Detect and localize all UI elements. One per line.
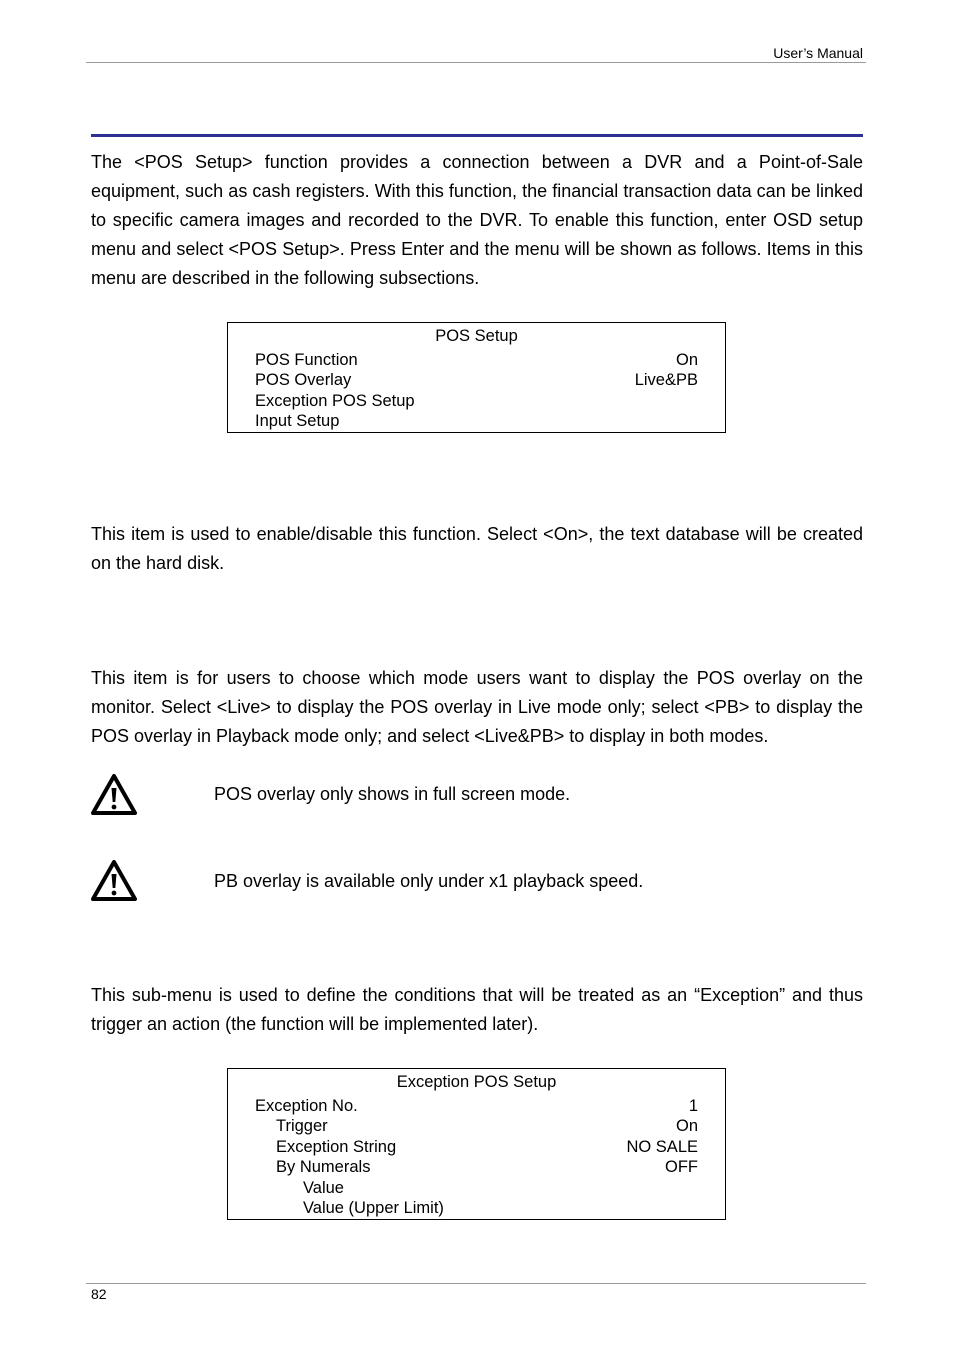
- menu-row-label: Input Setup: [255, 412, 340, 430]
- menu-row-pos-function: [255, 350, 698, 371]
- menu-row-label: By Numerals: [276, 1158, 371, 1176]
- menu-row-label: Exception POS Setup: [255, 391, 415, 410]
- header-divider: [86, 62, 866, 63]
- menu-row-value: Live&PB: [634, 371, 698, 389]
- running-header: User’s Manual: [773, 45, 863, 61]
- exception-pos-setup-menu: [227, 1068, 726, 1220]
- exception-menu-title: Exception POS Setup: [396, 1073, 557, 1091]
- pos-function-paragraph: This item is used to enable/disable this function. Select <On>, the text database will be created on the hard disk.: [91, 524, 863, 573]
- menu-row-value-upper-limit: [255, 1198, 698, 1219]
- menu-row-label: Value (Upper Limit): [303, 1199, 444, 1217]
- page-number: 82: [91, 1286, 107, 1302]
- pos-menu-title: POS Setup: [435, 327, 518, 345]
- menu-row-label: Trigger: [276, 1117, 328, 1135]
- menu-row-label: Value: [303, 1178, 344, 1197]
- footer-divider: [86, 1283, 866, 1284]
- pos-overlay-paragraph: This item is for users to choose which mode users want to display the POS overlay on the monitor. Select <Live> to display the POS overlay in Live mode only; select <PB> to display the POS overlay in Playback mode only; and select <Live&PB> to display in both modes.: [91, 668, 863, 746]
- menu-row-pos-overlay: [255, 370, 698, 391]
- menu-row-value: [255, 1178, 698, 1199]
- menu-row-trigger: [255, 1116, 698, 1137]
- note-text: POS overlay only shows in full screen mode.: [214, 784, 571, 804]
- menu-row-exception-pos-setup: [255, 391, 698, 412]
- menu-row-label: POS Overlay: [255, 371, 352, 389]
- menu-row-input-setup: [255, 411, 698, 432]
- note-text: PB overlay is available only under x1 playback speed.: [214, 871, 644, 891]
- menu-row-exception-string: [255, 1137, 698, 1158]
- intro-paragraph: The <POS Setup> function provides a connection between a DVR and a Point-of-Sale equipment, such as cash registers. With this function, the financial transaction data can be linked to specific camera images and recorded to the DVR. To enable this function, enter OSD setup menu and select <POS Setup>. Press Enter and the menu will be shown as follows. Items in this menu are described in the following subsections.: [91, 152, 863, 288]
- menu-row-label: POS Function: [255, 350, 358, 369]
- menu-row-label: Exception No.: [255, 1096, 358, 1115]
- pos-setup-menu: [227, 322, 726, 433]
- menu-row-exception-no: [255, 1096, 698, 1117]
- menu-row-by-numerals: [255, 1157, 698, 1178]
- menu-row-value: 1: [688, 1096, 698, 1115]
- section-divider: [91, 134, 863, 137]
- exception-paragraph: This sub-menu is used to define the conditions that will be treated as an “Exception” and thus trigger an action (the function will be implemented later).: [91, 985, 863, 1034]
- warning-icon: [90, 773, 138, 817]
- menu-row-value: NO SALE: [626, 1137, 698, 1156]
- menu-row-value: On: [675, 1117, 698, 1135]
- warning-icon: [90, 859, 138, 903]
- menu-row-value: OFF: [665, 1158, 698, 1176]
- menu-row-label: Exception String: [276, 1137, 397, 1156]
- menu-row-value: On: [675, 350, 698, 369]
